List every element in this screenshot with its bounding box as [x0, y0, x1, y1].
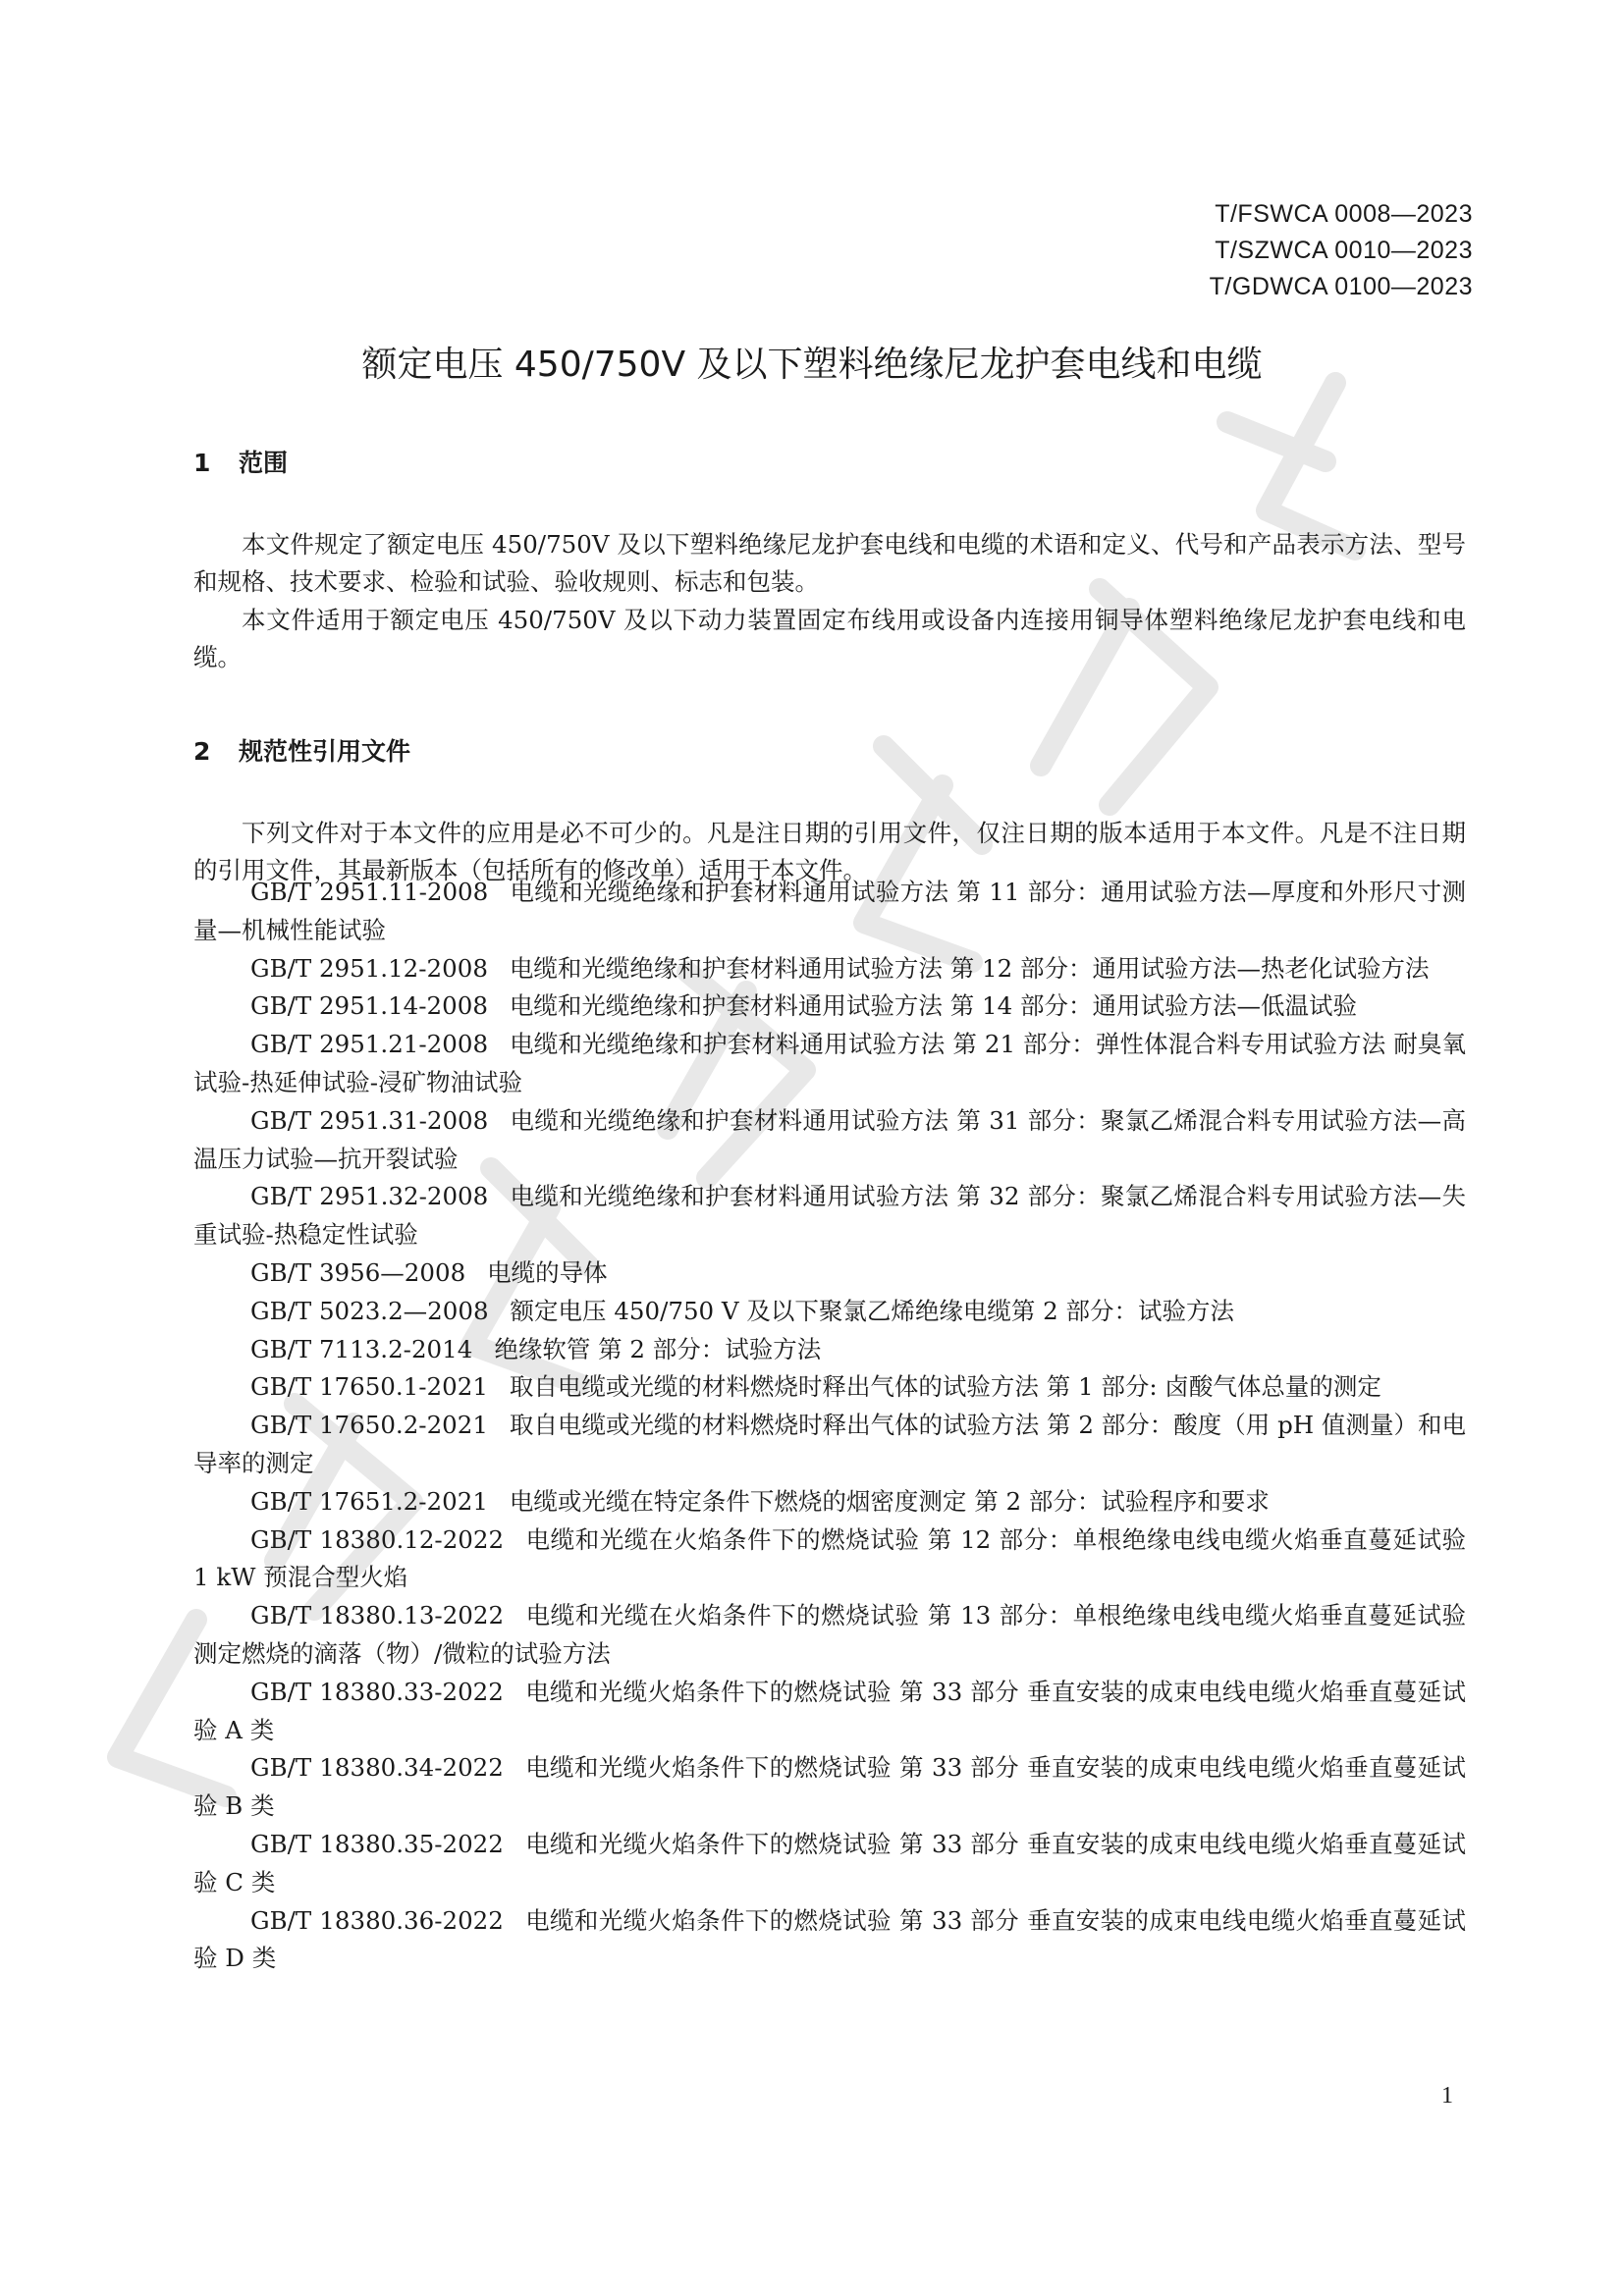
reference-item — [193, 1902, 1466, 1979]
reference-item — [193, 1407, 1466, 1483]
reference-code: GB/T 5023.2—2008 — [250, 1296, 489, 1325]
reference-item — [193, 1749, 1466, 1826]
standard-code-szwca: T/SZWCA 0010—2023 — [1215, 237, 1473, 264]
reference-item — [193, 1331, 1466, 1369]
section-1-heading — [193, 446, 288, 481]
reference-code: GB/T 18380.35-2022 — [250, 1829, 504, 1858]
reference-title: 电缆或光缆在特定条件下燃烧的烟密度测定 第 2 部分：试验程序和要求 — [509, 1486, 1270, 1516]
reference-item — [193, 1102, 1466, 1179]
reference-item — [193, 1674, 1466, 1750]
reference-code: GB/T 18380.12-2022 — [250, 1524, 505, 1554]
reference-code: GB/T 17650.1-2021 — [250, 1372, 488, 1402]
document-title: 额定电压 450/750V 及以下塑料绝缘尼龙护套电线和电缆 — [361, 345, 1263, 385]
reference-code: GB/T 18380.13-2022 — [250, 1601, 505, 1630]
reference-title: 取自电缆或光缆的材料燃烧时释出气体的试验方法 第 2 部分：酸度（用 pH 值测量）和电导率的测定 — [193, 1411, 1466, 1477]
reference-item — [193, 1597, 1466, 1674]
reference-item — [193, 1368, 1466, 1407]
reference-code: GB/T 2951.12-2008 — [250, 953, 488, 983]
page-number: 1 — [1441, 2083, 1453, 2109]
scope-paragraph: 本文件规定了额定电压 450/750V 及以下塑料绝缘尼龙护套电线和电缆的术语和定义、代号和产品表示方法、型号和规格、技术要求、检验和试验、验收规则、标志和包装。 — [193, 530, 1466, 597]
reference-title: 电缆和光缆火焰条件下的燃烧试验 第 33 部分 垂直安装的成束电线电缆火焰垂直蔓延试验 B 类 — [193, 1753, 1466, 1821]
standard-code-fswca: T/FSWCA 0008—2023 — [1215, 200, 1473, 228]
reference-title: 电缆和光缆绝缘和护套材料通用试验方法 第 31 部分：聚氯乙烯混合料专用试验方法—高温压力试验—抗开裂试验 — [193, 1105, 1466, 1173]
section-1-number: 1 — [193, 449, 211, 477]
reference-title: 电缆和光缆在火焰条件下的燃烧试验 第 12 部分：单根绝缘电线电缆火焰垂直蔓延试验 1 kW 预混合型火焰 — [193, 1524, 1466, 1592]
reference-title: 绝缘软管 第 2 部分：试验方法 — [494, 1334, 822, 1363]
reference-item — [193, 950, 1466, 988]
reference-code: GB/T 18380.36-2022 — [250, 1905, 504, 1935]
reference-code: GB/T 17651.2-2021 — [250, 1486, 488, 1516]
references-intro: 下列文件对于本文件的应用是必不可少的。凡是注日期的引用文件，仅注日期的版本适用于本文件。凡是不注日期的引用文件，其最新版本（包括所有的修改单）适用于本文件。 — [193, 819, 1466, 885]
reference-item — [193, 988, 1466, 1026]
reference-item — [193, 1522, 1466, 1598]
reference-code: GB/T 18380.33-2022 — [250, 1677, 504, 1706]
reference-title: 电缆和光缆火焰条件下的燃烧试验 第 33 部分 垂直安装的成束电线电缆火焰垂直蔓延试验 C 类 — [193, 1829, 1466, 1896]
reference-title: 取自电缆或光缆的材料燃烧时释出气体的试验方法 第 1 部分: 卤酸气体总量的测定 — [509, 1372, 1381, 1402]
reference-title: 电缆和光缆绝缘和护套材料通用试验方法 第 11 部分：通用试验方法—厚度和外形尺寸测量—机械性能试验 — [193, 878, 1466, 944]
reference-code: GB/T 2951.11-2008 — [250, 878, 489, 906]
reference-item — [193, 1026, 1466, 1102]
reference-code: GB/T 2951.31-2008 — [250, 1105, 489, 1135]
reference-item — [193, 874, 1466, 950]
reference-code: GB/T 17650.2-2021 — [250, 1411, 488, 1440]
standard-codes — [1210, 196, 1473, 305]
reference-item — [193, 1178, 1466, 1255]
section-2-heading — [193, 734, 410, 770]
section-1-title: 范围 — [239, 449, 289, 477]
reference-title: 电缆和光缆绝缘和护套材料通用试验方法 第 14 部分：通用试验方法—低温试验 — [509, 991, 1357, 1021]
reference-code: GB/T 18380.34-2022 — [250, 1753, 504, 1783]
reference-title: 电缆的导体 — [487, 1257, 608, 1287]
standard-code-gdwca: T/GDWCA 0100—2023 — [1209, 273, 1473, 300]
reference-code: GB/T 2951.32-2008 — [250, 1182, 489, 1211]
reference-code: GB/T 2951.14-2008 — [250, 991, 488, 1021]
reference-code: GB/T 2951.21-2008 — [250, 1030, 489, 1059]
reference-code: GB/T 7113.2-2014 — [250, 1334, 473, 1363]
scope-paragraph: 本文件适用于额定电压 450/750V 及以下动力装置固定布线用或设备内连接用铜导体塑料绝缘尼龙护套电线和电缆。 — [193, 605, 1466, 672]
reference-item — [193, 1483, 1466, 1522]
reference-item — [193, 1293, 1466, 1331]
reference-title: 电缆和光缆在火焰条件下的燃烧试验 第 13 部分：单根绝缘电线电缆火焰垂直蔓延试验 测定燃烧的滴落（物）/微粒的试验方法 — [193, 1601, 1466, 1668]
reference-title: 电缆和光缆火焰条件下的燃烧试验 第 33 部分 垂直安装的成束电线电缆火焰垂直蔓延试验 D 类 — [193, 1905, 1466, 1973]
reference-title: 电缆和光缆绝缘和护套材料通用试验方法 第 21 部分：弹性体混合料专用试验方法 耐臭氧试验-热延伸试验-浸矿物油试验 — [193, 1030, 1466, 1096]
reference-title: 电缆和光缆绝缘和护套材料通用试验方法 第 12 部分：通用试验方法—热老化试验方法 — [509, 953, 1430, 983]
reference-item — [193, 1826, 1466, 1902]
section-2-title: 规范性引用文件 — [239, 737, 411, 766]
reference-item — [193, 1255, 1466, 1293]
section-1-body — [193, 526, 1466, 677]
reference-code: GB/T 3956—2008 — [250, 1257, 466, 1287]
section-2-number: 2 — [193, 737, 211, 766]
reference-title: 电缆和光缆火焰条件下的燃烧试验 第 33 部分 垂直安装的成束电线电缆火焰垂直蔓延试验 A 类 — [193, 1677, 1466, 1744]
reference-title: 电缆和光缆绝缘和护套材料通用试验方法 第 32 部分：聚氯乙烯混合料专用试验方法—失重试验-热稳定性试验 — [193, 1182, 1466, 1250]
reference-list — [193, 874, 1466, 1978]
reference-title: 额定电压 450/750 V 及以下聚氯乙烯绝缘电缆第 2 部分：试验方法 — [510, 1296, 1235, 1325]
